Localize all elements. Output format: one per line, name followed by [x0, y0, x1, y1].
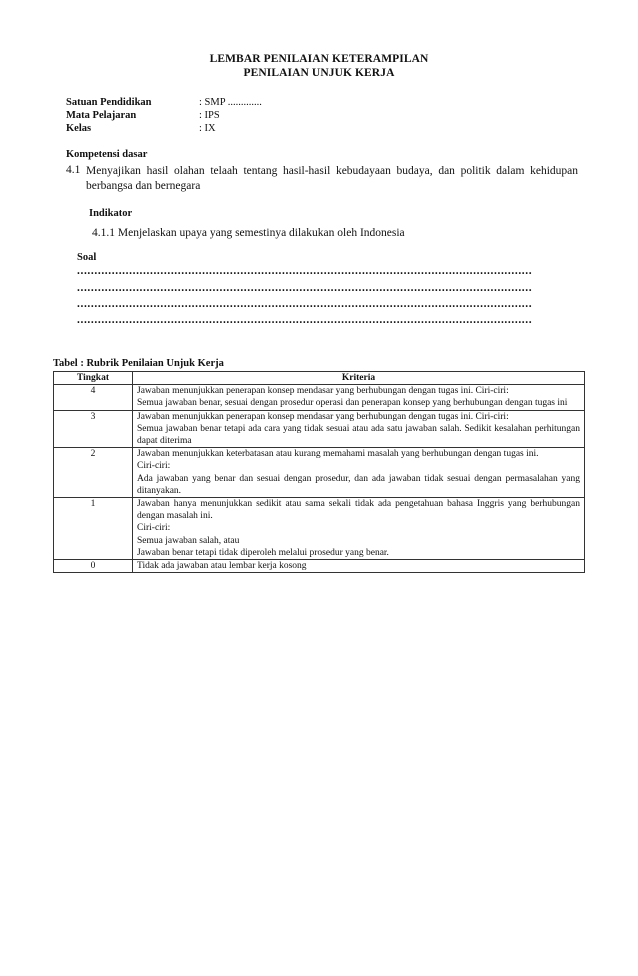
rubric-table	[53, 371, 585, 573]
criteria-cell	[133, 410, 585, 448]
table-row	[54, 448, 585, 498]
table-header-row	[54, 372, 585, 385]
header-criteria: Kriteria	[133, 372, 585, 385]
level-cell: 0	[54, 560, 133, 573]
table-row	[54, 385, 585, 410]
criteria-line: Ciri-ciri:	[137, 461, 171, 472]
criteria-line: Jawaban menunjukkan keterbatasan atau kurang memahami masalah yang berhubungan dengan tugas ini.	[137, 449, 539, 460]
level-cell: 2	[54, 448, 133, 498]
answer-dotted-line: ...................................................................................................................................	[77, 314, 533, 326]
criteria-line: Ciri-ciri:	[137, 523, 171, 534]
meta-row-subject	[66, 109, 262, 122]
level-cell: 3	[54, 410, 133, 448]
criteria-line: Jawaban menunjukkan penerapan konsep mendasar yang berhubungan dengan tugas ini. Ciri-ciri:	[137, 386, 509, 397]
meta-value: : IPS	[199, 110, 220, 121]
answer-dotted-line: ...................................................................................................................................	[77, 265, 533, 277]
criteria-cell	[133, 560, 585, 573]
criteria-cell	[133, 448, 585, 498]
header-level: Tingkat	[54, 372, 133, 385]
meta-value: : SMP .............	[199, 97, 262, 108]
competency-text: Menyajikan hasil olahan telaah tentang hasil-hasil kebudayaan budaya, dan politik dalam kehidupan berbangsa dan bernegara	[86, 165, 578, 192]
criteria-line: Semua jawaban benar, sesuai dengan prosedur operasi dan penerapan konsep yang berhubungan dengan tugas ini	[137, 398, 568, 409]
criteria-line: Jawaban menunjukkan penerapan konsep mendasar yang berhubungan dengan tugas ini. Ciri-ciri:	[137, 411, 509, 422]
meta-label: Kelas	[66, 123, 92, 134]
level-cell: 4	[54, 385, 133, 410]
meta-label: Satuan Pendidikan	[66, 97, 152, 108]
indicator-text: 4.1.1 Menjelaskan upaya yang semestinya dilakukan oleh Indonesia	[92, 227, 405, 239]
meta-row-class	[66, 122, 262, 135]
table-caption: Tabel : Rubrik Penilaian Unjuk Kerja	[53, 358, 224, 369]
criteria-cell	[133, 385, 585, 410]
level-cell: 1	[54, 498, 133, 560]
question-label: Soal	[77, 252, 97, 263]
answer-dotted-line: ...................................................................................................................................	[77, 282, 533, 294]
competency-number: 4.1	[66, 164, 81, 176]
competency-label: Kompetensi dasar	[66, 149, 148, 160]
document-subtitle: PENILAIAN UNJUK KERJA	[243, 67, 395, 79]
criteria-line: Semua jawaban salah, atau	[137, 535, 240, 546]
document-title: LEMBAR PENILAIAN KETERAMPILAN	[209, 53, 429, 65]
meta-value: : IX	[199, 123, 216, 134]
criteria-line: Tidak ada jawaban atau lembar kerja kosong	[137, 561, 307, 572]
meta-row-school	[66, 96, 262, 109]
indicator-label: Indikator	[89, 208, 133, 219]
table-row	[54, 560, 585, 573]
criteria-line: Jawaban benar tetapi tidak diperoleh melalui prosedur yang benar.	[137, 547, 389, 558]
criteria-cell	[133, 498, 585, 560]
meta-label: Mata Pelajaran	[66, 110, 137, 121]
table-row	[54, 410, 585, 448]
criteria-line: Ada jawaban yang benar dan sesuai dengan prosedur, dan ada jawaban tidak sesuai dengan permasalahan yang ditanyakan.	[137, 473, 580, 496]
answer-dotted-line: ...................................................................................................................................	[77, 298, 533, 310]
identity-block	[66, 96, 262, 135]
table-row	[54, 498, 585, 560]
criteria-line: Jawaban hanya menunjukkan sedikit atau sama sekali tidak ada pengetahuan bahasa Inggris yang berhubungan dengan masalah ini.	[137, 499, 580, 522]
criteria-line: Semua jawaban benar tetapi ada cara yang tidak sesuai atau ada satu jawaban salah. Sedikit kesalahan perhitungan dapat diterima	[137, 423, 580, 447]
